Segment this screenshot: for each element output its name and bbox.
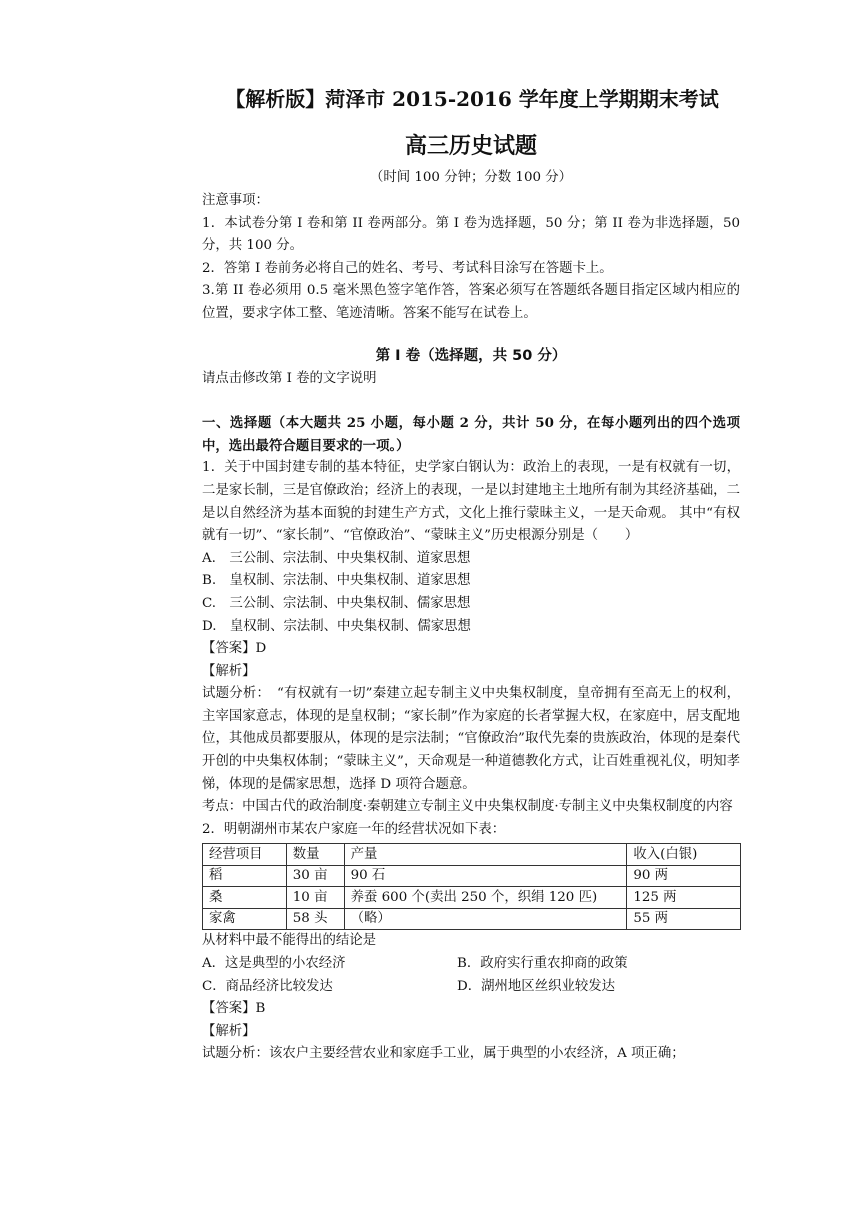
table-row — [203, 887, 741, 909]
q2-option-c: C．商品经济比较发达 — [202, 978, 333, 994]
q1-option-a: A. 三公制、宗法制、中央集权制、道家思想 — [202, 550, 471, 566]
table-cell: 桑 — [203, 887, 287, 909]
table-header-row — [203, 844, 741, 866]
notice-item-1: 1．本试卷分第 I 卷和第 II 卷两部分。第 I 卷为选择题，50 分；第 II 卷为非选择题，50 分，共 100 分。 — [202, 215, 740, 254]
table-cell: 125 两 — [627, 887, 741, 909]
table-cell: 家禽 — [203, 908, 287, 930]
table-cell: 55 两 — [627, 908, 741, 930]
time-info: （时间 100 分钟；分数 100 分） — [369, 170, 573, 185]
q2-option-a: A．这是典型的小农经济 — [202, 956, 346, 972]
q1-analysis-label: 【解析】 — [202, 663, 256, 679]
q1-stem: 1．关于中国封建专制的基本特征，史学家白钢认为：政治上的表现，一是有权就有一切，二是家长制，三是官僚政治；经济上的表现，一是以封建地主土地所有制为其经济基础，二是以自然经济为基本面貌的封建生产方式，文化上推行蒙昧主义，一是天命观。 其中“有权就有一切”、“家长制”、“官僚政治”、“蒙昧主义”历史根源分别是（ ） — [202, 460, 740, 544]
q1-option-d: D. 皇权制、宗法制、中央集权制、儒家思想 — [202, 618, 471, 634]
subject-title: 高三历史试题 — [404, 133, 537, 159]
q2-option-d: D．湖州地区丝织业较发达 — [457, 978, 616, 994]
q2-options-row-2 — [202, 976, 740, 999]
q2-analysis-label: 【解析】 — [202, 1023, 256, 1039]
notice-item-3: 3.第 II 卷必须用 0.5 毫米黑色签字笔作答，答案必须写在答题纸各题目指定区域内相应的位置，要求字体工整、笔迹清晰。答案不能写在试卷上。 — [202, 283, 740, 321]
table-header-cell: 产量 — [344, 844, 627, 866]
q2-answer: 【答案】B — [202, 1001, 266, 1017]
q2-stem: 2．明朝湖州市某农户家庭一年的经营状况如下表： — [202, 821, 506, 837]
section-title: 第 I 卷（选择题，共 50 分） — [375, 347, 567, 364]
exam-title: 【解析版】菏泽市 2015-2016 学年度上学期期末考试 — [225, 87, 719, 111]
table-cell: （略） — [344, 908, 627, 930]
q2-table — [202, 843, 741, 930]
table-row — [203, 908, 741, 930]
table-cell: 30 亩 — [286, 865, 344, 887]
table-header-cell: 数量 — [286, 844, 344, 866]
table-header-cell: 经营项目 — [203, 844, 287, 866]
q1-kaodian: 考点：中国古代的政治制度·秦朝建立专制主义中央集权制度·专制主义中央集权制度的内容 — [202, 799, 733, 815]
q1-answer: 【答案】D — [202, 641, 267, 657]
q2-question: 从材料中最不能得出的结论是 — [202, 933, 377, 949]
part-heading: 一、选择题（本大题共 25 小题，每小题 2 分，共计 50 分，在每小题列出的四个选项中，选出最符合题目要求的一项。） — [202, 415, 740, 454]
table-cell: 90 两 — [627, 865, 741, 887]
table-cell: 稻 — [203, 865, 287, 887]
q1-option-b: B. 皇权制、宗法制、中央集权制、道家思想 — [202, 573, 471, 589]
notice-heading: 注意事项： — [202, 193, 269, 208]
table-row — [203, 865, 741, 887]
table-cell: 10 亩 — [286, 887, 344, 909]
q2-analysis: 试题分析：该农户主要经营农业和家庭手工业，属于典型的小农经济，A 项正确； — [202, 1046, 685, 1062]
document-page — [202, 84, 740, 1066]
q1-option-c: C. 三公制、宗法制、中央集权制、儒家思想 — [202, 595, 471, 611]
q2-option-b: B．政府实行重农抑商的政策 — [457, 956, 628, 972]
section-note: 请点击修改第 I 卷的文字说明 — [202, 370, 377, 386]
table-cell: 58 头 — [286, 908, 344, 930]
table-cell: 养蚕 600 个(卖出 250 个，织绢 120 匹) — [344, 887, 627, 909]
table-cell: 90 石 — [344, 865, 627, 887]
notice-item-2: 2．答第 I 卷前务必将自己的姓名、考号、考试科目涂写在答题卡上。 — [202, 260, 613, 276]
table-header-cell: 收入(白银) — [627, 844, 741, 866]
q2-options-row-1 — [202, 953, 740, 976]
q1-analysis: 试题分析： “有权就有一切”秦建立起专制主义中央集权制度，皇帝拥有至高无上的权利，主宰国家意志，体现的是皇权制；“家长制”作为家庭的长者掌握大权，在家庭中，居支配地位，其他成员都要服从，体现的是宗法制；“官僚政治”取代先秦的贵族政治，体现的是秦代开创的中央集权体制；“蒙昧主义”，天命观是一种道德教化方式，让百姓重视礼仪，明知孝悌，体现的是儒家思想，选择 D 项符合题意。 — [202, 686, 740, 792]
